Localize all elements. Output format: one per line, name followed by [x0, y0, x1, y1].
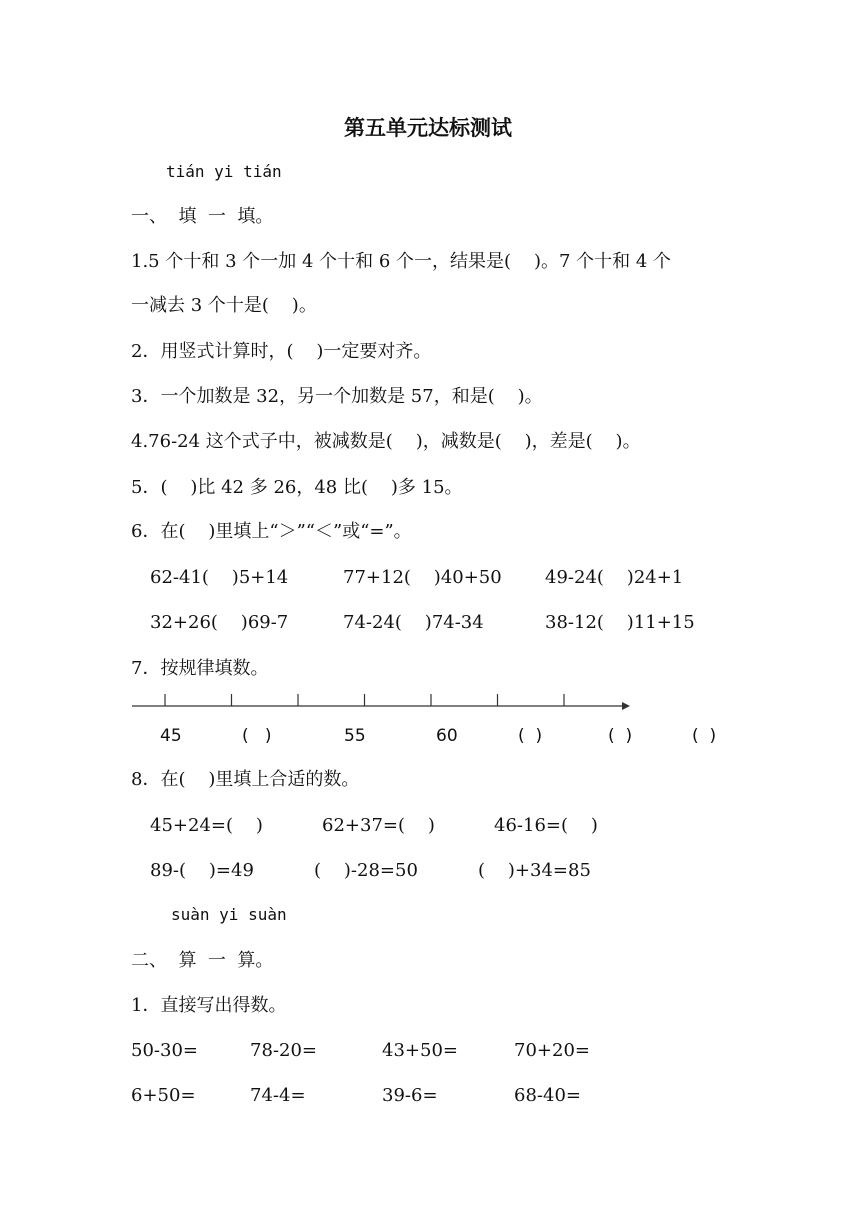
number-line-label: ( ) [608, 726, 633, 746]
question-6: 6．在( )里填上“＞”“＜”或“=”。 [131, 521, 412, 542]
question-2: 2．用竖式计算时，( )一定要对齐。 [131, 341, 432, 362]
fill-item: ( )-28=50 [314, 860, 418, 881]
compare-item: 32+26( )69-7 [150, 612, 289, 633]
arithmetic-item: 74-4= [250, 1085, 306, 1106]
section2-pinyin: suàn yi suàn [171, 905, 287, 924]
arithmetic-item: 43+50= [382, 1040, 458, 1061]
arithmetic-item: 78-20= [250, 1040, 317, 1061]
section1-heading: 一、 填 一 填。 [131, 206, 274, 227]
number-line-label: ( ) [518, 726, 543, 746]
number-line-label: 55 [344, 726, 366, 746]
question-4: 4.76-24 这个式子中，被减数是( )，减数是( )，差是( )。 [131, 431, 641, 452]
question-5: 5．( )比 42 多 26，48 比( )多 15。 [131, 477, 463, 498]
fill-item: 89-( )=49 [150, 860, 254, 881]
number-line-label: ( ) [242, 726, 272, 746]
section2-heading: 二、 算 一 算。 [131, 950, 274, 971]
fill-item: ( )+34=85 [478, 860, 591, 881]
number-line-arrow-icon [622, 702, 630, 710]
compare-item: 38-12( )11+15 [545, 612, 695, 633]
arithmetic-item: 70+20= [514, 1040, 590, 1061]
compare-item: 62-41( )5+14 [150, 567, 289, 588]
section2-question-1: 1．直接写出得数。 [131, 995, 287, 1016]
number-line-label: 60 [436, 726, 458, 746]
question-3: 3．一个加数是 32，另一个加数是 57，和是( )。 [131, 386, 543, 407]
fill-item: 62+37=( ) [322, 815, 435, 836]
compare-item: 74-24( )74-34 [343, 612, 484, 633]
arithmetic-item: 6+50= [131, 1085, 196, 1106]
compare-item: 49-24( )24+1 [545, 567, 684, 588]
question-8: 8．在( )里填上合适的数。 [131, 769, 360, 790]
compare-item: 77+12( )40+50 [343, 567, 502, 588]
question-7: 7．按规律填数。 [131, 658, 269, 679]
number-line-label: 45 [160, 726, 182, 746]
question-1-line-1: 1.5 个十和 3 个一加 4 个十和 6 个一，结果是( )。7 个十和 4 个 [131, 251, 672, 272]
arithmetic-item: 39-6= [382, 1085, 438, 1106]
arithmetic-item: 68-40= [514, 1085, 581, 1106]
number-line-label: ( ) [692, 726, 717, 746]
arithmetic-item: 50-30= [131, 1040, 198, 1061]
section1-pinyin: tián yi tián [166, 162, 282, 181]
fill-item: 46-16=( ) [494, 815, 598, 836]
fill-item: 45+24=( ) [150, 815, 263, 836]
question-1-line-2: 一减去 3 个十是( )。 [131, 295, 317, 316]
page-title: 第五单元达标测试 [344, 116, 512, 140]
